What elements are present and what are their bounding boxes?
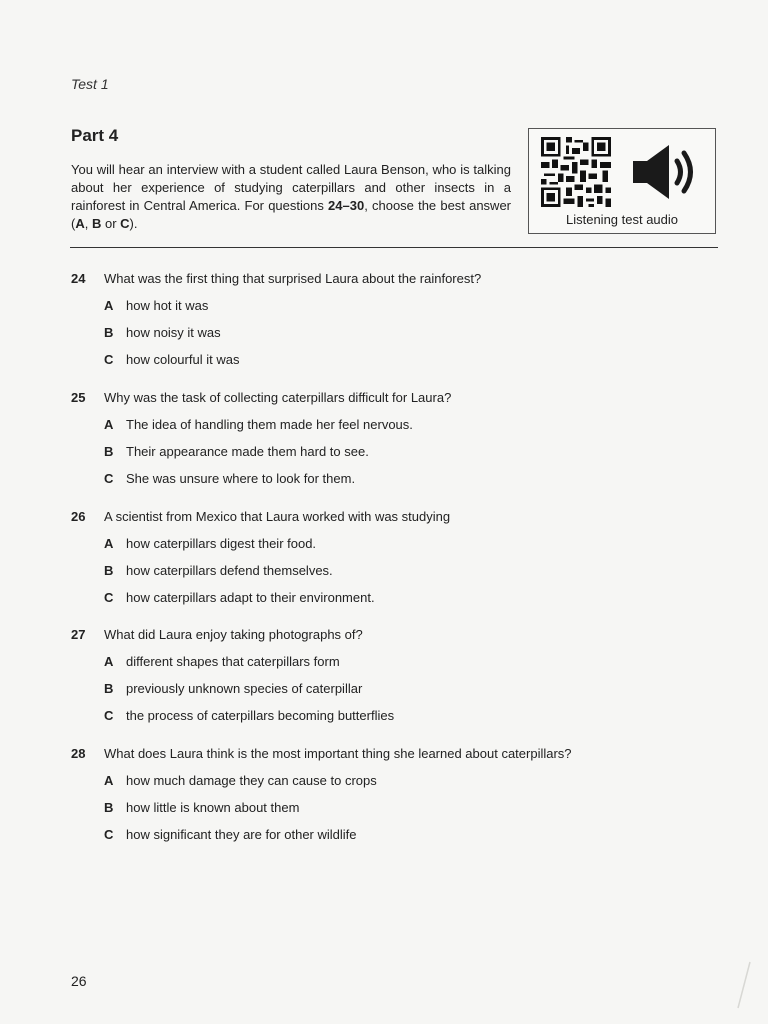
question-25 [71,387,711,488]
option-text: how significant they are for other wildlife [126,826,357,842]
option-text: how caterpillars defend themselves. [126,562,333,578]
question-26 [71,506,711,607]
audio-caption: Listening test audio [565,212,679,227]
option-letter: C [104,826,114,842]
option-b[interactable] [71,797,711,817]
option-text: different shapes that caterpillars form [126,653,340,669]
option-text: previously unknown species of caterpillar [126,680,363,696]
question-number: 27 [71,626,86,642]
option-text: Their appearance made them hard to see. [126,443,369,459]
option-text: The idea of handling them made her feel nervous. [126,416,413,432]
option-letter: A [104,297,114,313]
option-text: how little is known about them [126,799,300,815]
option-letter: C [104,470,114,486]
option-text: how hot it was [126,297,209,313]
question-27 [71,624,711,725]
option-c[interactable] [71,705,711,725]
option-c[interactable] [71,824,711,844]
option-letter: A [104,653,114,669]
option-text: how caterpillars adapt to their environment. [126,589,375,605]
qr-code-icon[interactable] [539,137,613,207]
option-letter: C [104,707,114,723]
question-text: What did Laura enjoy taking photographs of? [104,626,363,642]
option-letter: A [104,535,114,551]
option-c[interactable] [71,587,711,607]
test-label: Test 1 [71,76,109,92]
section-divider [70,247,718,248]
question-number: 24 [71,270,86,286]
option-letter: B [104,680,114,696]
question-28 [71,743,711,844]
option-text: how caterpillars digest their food. [126,535,317,551]
option-letter: B [104,324,114,340]
question-number: 25 [71,389,86,405]
option-letter: A [104,772,114,788]
option-text: how noisy it was [126,324,221,340]
speaker-icon[interactable] [631,143,701,201]
option-letter: B [104,443,114,459]
option-b[interactable] [71,441,711,461]
option-letter: B [104,799,114,815]
question-text: A scientist from Mexico that Laura worked with was studying [104,508,451,524]
option-letter: A [104,416,114,432]
option-letter: C [104,589,114,605]
option-text: how much damage they can cause to crops [126,772,377,788]
audio-box[interactable] [528,128,716,234]
option-letter: B [104,562,114,578]
option-a[interactable] [71,651,711,671]
page-edge-mark [734,960,754,1010]
option-b[interactable] [71,322,711,342]
question-24 [71,268,711,369]
option-text: She was unsure where to look for them. [126,470,356,486]
option-letter: C [104,351,114,367]
option-a[interactable] [71,295,711,315]
question-text: What does Laura think is the most important thing she learned about caterpillars? [104,745,572,761]
option-c[interactable] [71,349,711,369]
option-a[interactable] [71,414,711,434]
part-title: Part 4 [71,126,119,145]
option-a[interactable] [71,533,711,553]
part-instructions: You will hear an interview with a student called Laura Benson, who is talking about her experience of studying caterpillars and other insects in a rainforest in Central America. For questions 24–30, choose the best answer (A, B or C). [71,162,511,231]
option-text: how colourful it was [126,351,240,367]
question-number: 28 [71,745,86,761]
question-text: Why was the task of collecting caterpillars difficult for Laura? [104,389,452,405]
page-number: 26 [71,973,87,989]
option-b[interactable] [71,560,711,580]
option-text: the process of caterpillars becoming butterflies [126,707,395,723]
option-a[interactable] [71,770,711,790]
option-c[interactable] [71,468,711,488]
option-b[interactable] [71,678,711,698]
question-number: 26 [71,508,86,524]
question-text: What was the first thing that surprised Laura about the rainforest? [104,270,482,286]
